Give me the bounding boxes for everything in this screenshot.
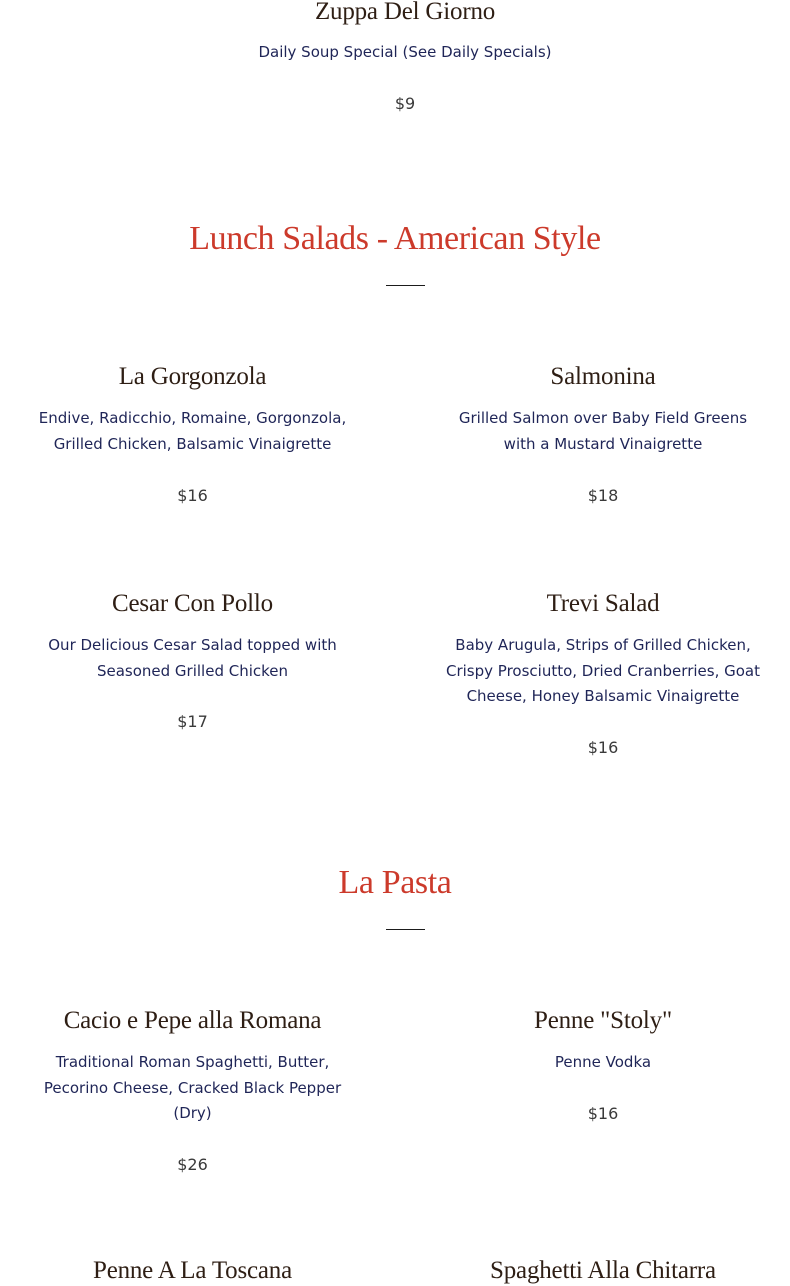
- description-line: Grilled Chicken, Balsamic Vinaigrette: [53, 434, 332, 453]
- menu-item-description: [405, 1050, 790, 1076]
- menu-item-description: [0, 1050, 385, 1127]
- section-title-lunch-salads: Lunch Salads - American Style: [189, 220, 601, 257]
- menu-item-description: [0, 633, 385, 684]
- description-line: Baby Arugula, Strips of Grilled Chicken,: [455, 636, 751, 654]
- menu-item-price: $18: [587, 486, 619, 505]
- menu-item-price: $16: [587, 1104, 619, 1123]
- section-divider: [386, 929, 425, 930]
- menu-item-description: Daily Soup Special (See Daily Specials): [258, 43, 552, 61]
- menu-item-description: [405, 406, 790, 457]
- section-title-la-pasta: La Pasta: [338, 864, 452, 901]
- description-line: Cheese, Honey Balsamic Vinaigrette: [466, 687, 740, 706]
- description-line: Traditional Roman Spaghetti, Butter,: [55, 1053, 330, 1071]
- description-line: Seasoned Grilled Chicken: [96, 661, 289, 680]
- description-line: with a Mustard Vinaigrette: [503, 434, 703, 453]
- description-line: Crispy Prosciutto, Dried Cranberries, Goat: [446, 661, 760, 680]
- menu-item-price: $16: [177, 486, 208, 505]
- menu-item-name: Cacio e Pepe alla Romana: [63, 1007, 322, 1034]
- menu-item-name: Trevi Salad: [546, 590, 660, 617]
- menu-item-name: Zuppa Del Giorno: [314, 0, 496, 25]
- menu-item-price: $26: [177, 1155, 208, 1174]
- menu-item-price: $17: [177, 712, 208, 731]
- description-line: Penne Vodka: [554, 1053, 652, 1071]
- description-line: Grilled Salmon over Baby Field Greens: [458, 409, 748, 427]
- menu-item-price: $16: [587, 738, 619, 757]
- description-line: Endive, Radicchio, Romaine, Gorgonzola,: [38, 409, 347, 427]
- menu-item-description: [0, 406, 385, 457]
- menu-item-name: Penne A La Toscana: [92, 1257, 292, 1284]
- menu-item-name: Penne "Stoly": [534, 1007, 672, 1034]
- menu-item-name: Spaghetti Alla Chitarra: [490, 1257, 716, 1284]
- description-line: Our Delicious Cesar Salad topped with: [48, 636, 337, 654]
- menu-item-name: La Gorgonzola: [118, 363, 267, 390]
- menu-item-name: Salmonina: [550, 363, 656, 390]
- menu-item-name: Cesar Con Pollo: [112, 590, 273, 617]
- menu-item-price: $9: [394, 94, 416, 113]
- section-divider: [386, 285, 425, 286]
- description-line: (Dry): [173, 1104, 212, 1123]
- description-line: Pecorino Cheese, Cracked Black Pepper: [43, 1078, 342, 1097]
- menu-item-description: [405, 633, 790, 710]
